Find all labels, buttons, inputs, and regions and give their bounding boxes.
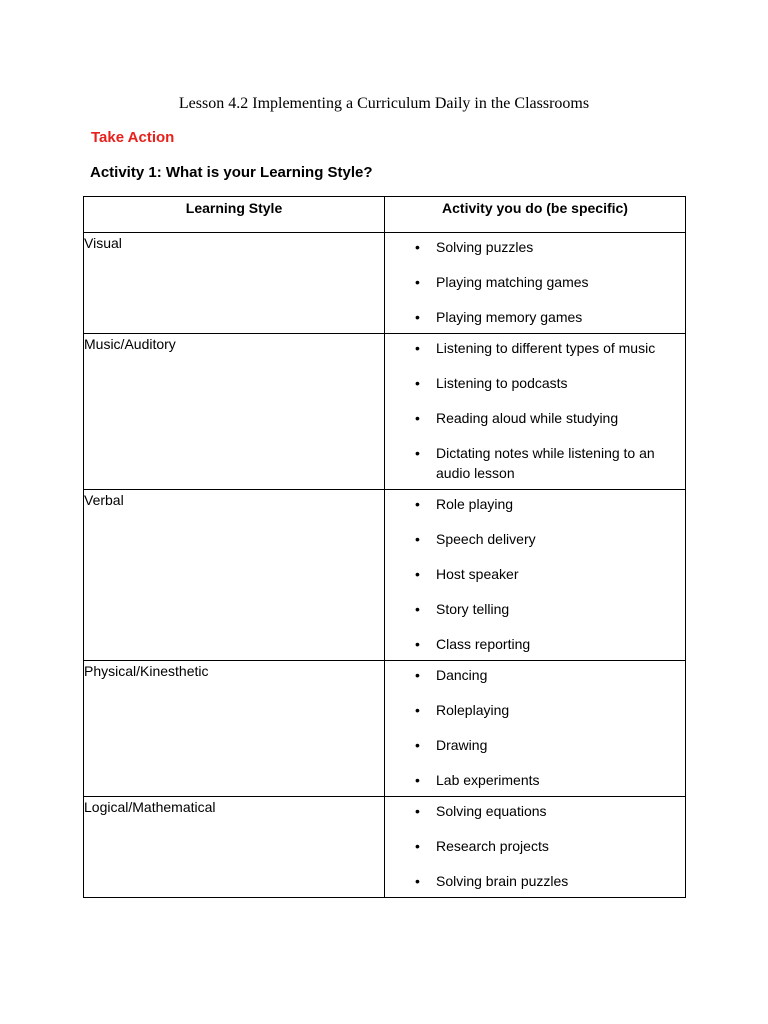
activity-text: Listening to different types of music: [436, 340, 656, 356]
activities-cell: [385, 334, 686, 490]
bullet-icon: •: [415, 873, 420, 889]
activity-text: Listening to podcasts: [436, 375, 568, 391]
learning-style-cell: Logical/Mathematical: [84, 797, 385, 898]
list-item: [385, 735, 685, 755]
bullet-icon: •: [415, 274, 420, 290]
list-item: [385, 443, 685, 483]
list-item: [385, 237, 685, 257]
activity-text: Solving puzzles: [436, 239, 534, 255]
activity-list: [385, 233, 685, 327]
activities-cell: [385, 797, 686, 898]
table-header-row: [84, 197, 686, 233]
column-header-activity: Activity you do (be specific): [385, 197, 686, 233]
activities-cell: [385, 233, 686, 334]
activity-text: Dancing: [436, 667, 488, 683]
bullet-icon: •: [415, 375, 420, 391]
learning-style-cell: Verbal: [84, 490, 385, 661]
column-header-learning-style: Learning Style: [84, 197, 385, 233]
bullet-icon: •: [415, 772, 420, 788]
activities-cell: [385, 490, 686, 661]
bullet-icon: •: [415, 838, 420, 854]
learning-style-table: [83, 196, 686, 898]
table-row: [84, 334, 686, 490]
list-item: [385, 564, 685, 584]
bullet-icon: •: [415, 566, 420, 582]
activity-heading: Activity 1: What is your Learning Style?: [90, 164, 373, 181]
learning-style-cell: Physical/Kinesthetic: [84, 661, 385, 797]
activity-list: [385, 490, 685, 654]
page-title: Lesson 4.2 Implementing a Curriculum Daily in the Classrooms: [178, 95, 590, 112]
activity-list: [385, 334, 685, 483]
list-item: [385, 665, 685, 685]
list-item: [385, 338, 685, 358]
list-item: [385, 408, 685, 428]
activity-list: [385, 661, 685, 790]
bullet-icon: •: [415, 445, 420, 461]
bullet-icon: •: [415, 340, 420, 356]
list-item: [385, 307, 685, 327]
bullet-icon: •: [415, 667, 420, 683]
activity-text: Dictating notes while listening to an audio lesson: [436, 445, 655, 481]
list-item: [385, 634, 685, 654]
activity-text: Solving brain puzzles: [436, 873, 569, 889]
list-item: [385, 494, 685, 514]
bullet-icon: •: [415, 601, 420, 617]
learning-style-cell: Visual: [84, 233, 385, 334]
list-item: [385, 801, 685, 821]
activity-text: Speech delivery: [436, 531, 536, 547]
activity-text: Drawing: [436, 737, 488, 753]
activity-text: Playing matching games: [436, 274, 589, 290]
section-heading: Take Action: [91, 129, 175, 146]
learning-style-cell: Music/Auditory: [84, 334, 385, 490]
table-row: [84, 233, 686, 334]
list-item: [385, 529, 685, 549]
list-item: [385, 836, 685, 856]
list-item: [385, 871, 685, 891]
activity-text: Research projects: [436, 838, 549, 854]
activity-text: Lab experiments: [436, 772, 540, 788]
table-row: [84, 661, 686, 797]
activities-cell: [385, 661, 686, 797]
table-row: [84, 797, 686, 898]
activity-text: Solving equations: [436, 803, 547, 819]
activity-text: Host speaker: [436, 566, 519, 582]
activity-text: Playing memory games: [436, 309, 583, 325]
activity-text: Role playing: [436, 496, 514, 512]
bullet-icon: •: [415, 636, 420, 652]
bullet-icon: •: [415, 531, 420, 547]
list-item: [385, 599, 685, 619]
bullet-icon: •: [415, 309, 420, 325]
list-item: [385, 272, 685, 292]
bullet-icon: •: [415, 803, 420, 819]
bullet-icon: •: [415, 737, 420, 753]
bullet-icon: •: [415, 410, 420, 426]
activity-text: Reading aloud while studying: [436, 410, 619, 426]
activity-text: Class reporting: [436, 636, 531, 652]
bullet-icon: •: [415, 239, 420, 255]
activity-list: [385, 797, 685, 891]
activity-text: Story telling: [436, 601, 510, 617]
list-item: [385, 373, 685, 393]
activity-text: Roleplaying: [436, 702, 510, 718]
list-item: [385, 770, 685, 790]
list-item: [385, 700, 685, 720]
table-row: [84, 490, 686, 661]
bullet-icon: •: [415, 496, 420, 512]
bullet-icon: •: [415, 702, 420, 718]
